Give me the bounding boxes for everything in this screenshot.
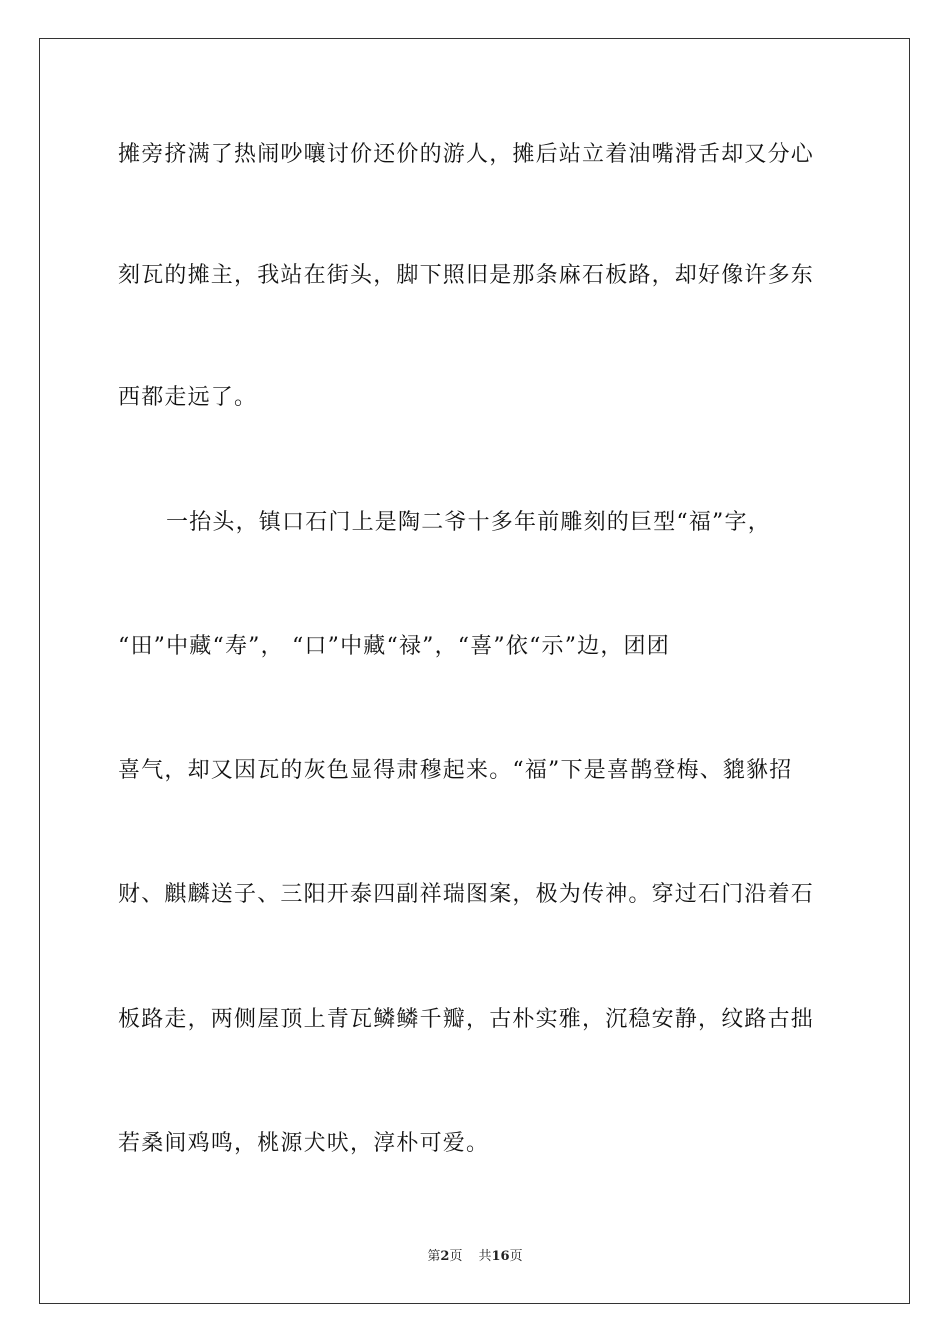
page-number: 2 xyxy=(440,1249,450,1264)
body-line-7: 财、麒麟送子、三阳开泰四副祥瑞图案，极为传神。穿过石门沿着石 xyxy=(118,882,815,907)
page-footer xyxy=(0,1248,950,1266)
body-line-4: 一抬头，镇口石门上是陶二爷十多年前雕刻的巨型“福”字， xyxy=(166,510,771,535)
body-line-6: 喜气，却又因瓦的灰色显得肃穆起来。“福”下是喜鹊登梅、貔貅招 xyxy=(118,758,793,783)
body-line-8: 板路走，两侧屋顶上青瓦鳞鳞千瓣，古朴实雅，沉稳安静，纹路古拙 xyxy=(118,1007,815,1032)
page-prefix: 第 xyxy=(427,1249,441,1264)
body-line-3: 西都走远了。 xyxy=(118,385,258,410)
body-line-1: 摊旁挤满了热闹吵嚷讨价还价的游人，摊后站立着油嘴滑舌却又分心 xyxy=(118,142,815,167)
body-line-5: “田”中藏“寿”， “口”中藏“禄”，“喜”依“示”边，团团 xyxy=(118,634,670,659)
body-line-9: 若桑间鸡鸣，桃源犬吠，淳朴可爱。 xyxy=(118,1131,490,1156)
page-border xyxy=(39,38,910,1304)
page-suffix: 页 xyxy=(449,1249,463,1264)
total-suffix: 页 xyxy=(509,1249,523,1264)
total-prefix: 共 xyxy=(478,1249,492,1264)
total-pages: 16 xyxy=(491,1249,510,1264)
body-line-2: 刻瓦的摊主，我站在街头，脚下照旧是那条麻石板路，却好像许多东 xyxy=(118,263,815,288)
